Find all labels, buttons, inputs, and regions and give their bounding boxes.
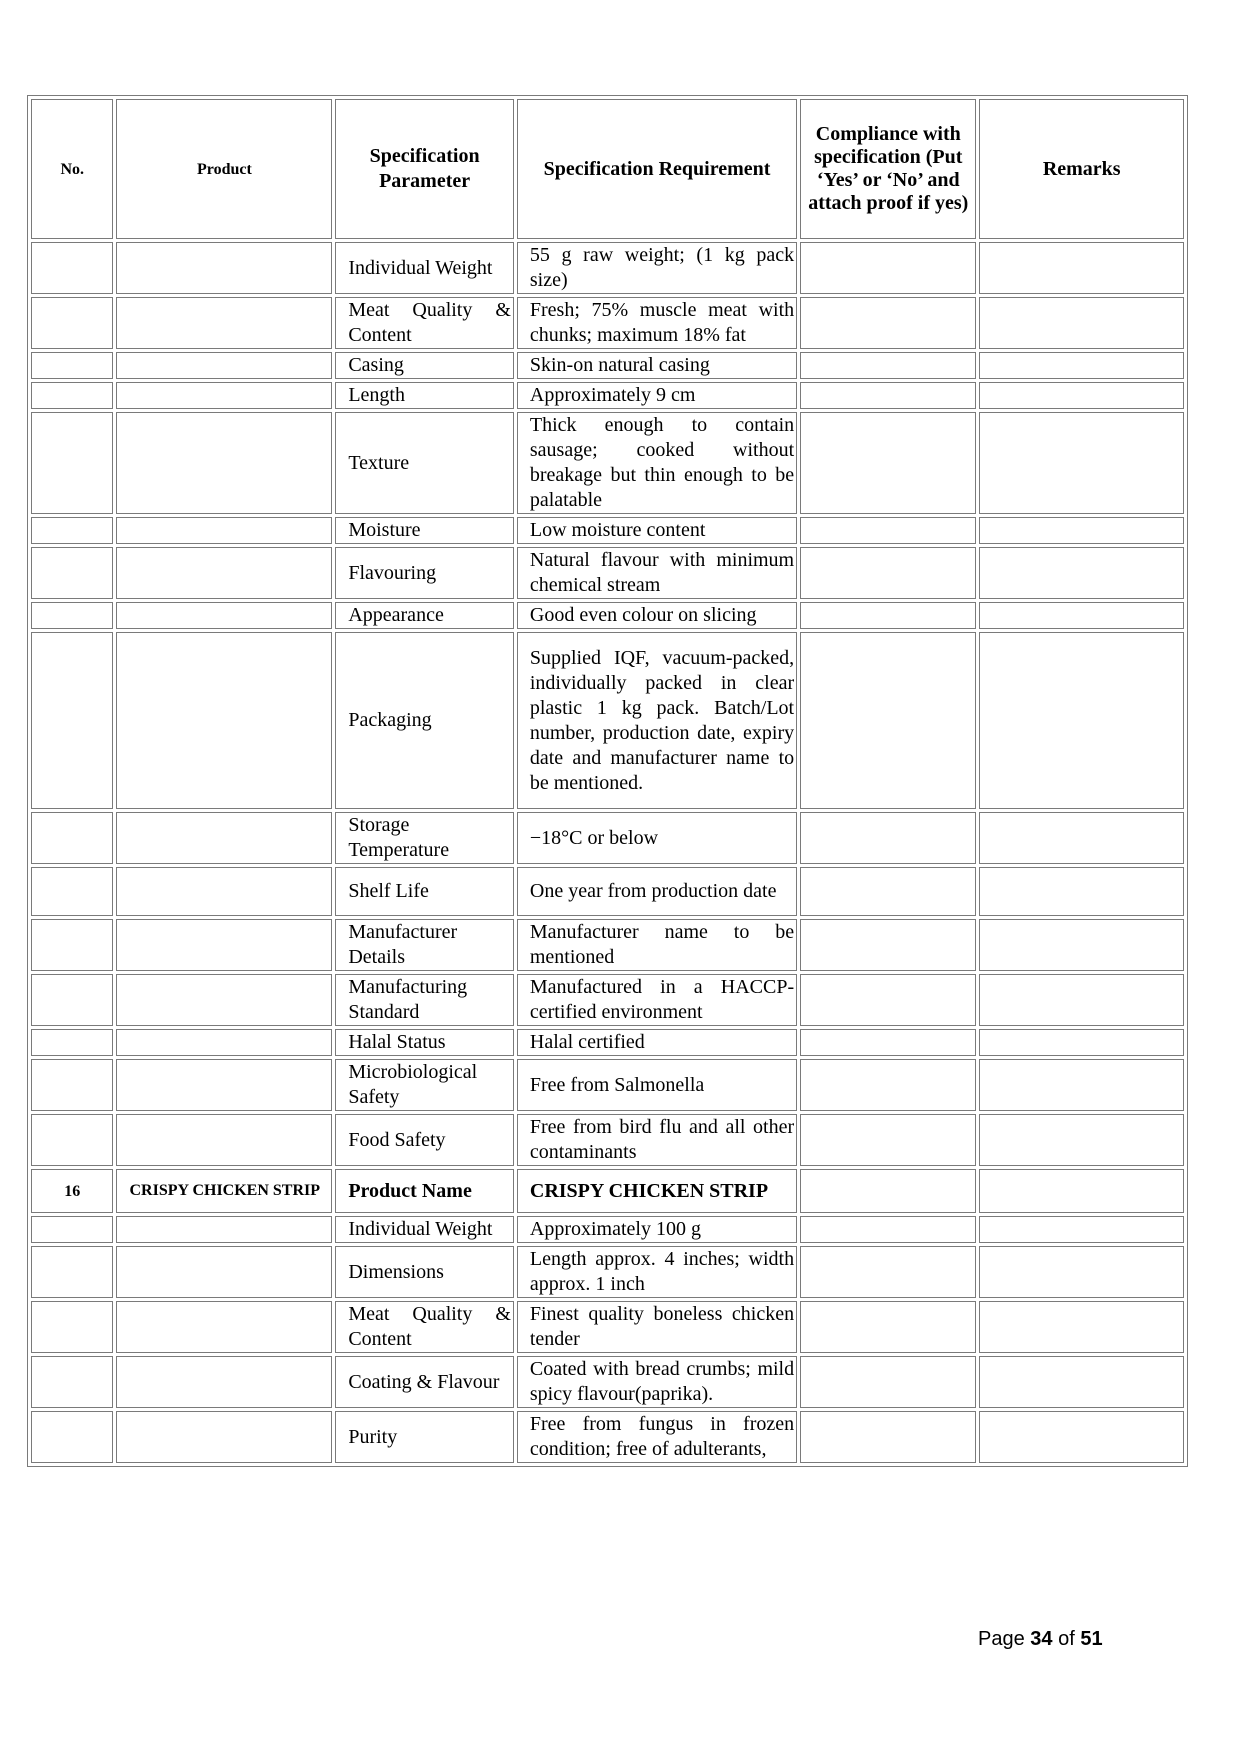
table-row xyxy=(31,919,1184,971)
row-requirement: Approximately 100 g xyxy=(517,1216,797,1243)
row-remarks xyxy=(979,919,1184,971)
row-requirement: Low moisture content xyxy=(517,517,797,544)
row-remarks xyxy=(979,547,1184,599)
row-number xyxy=(31,1301,113,1353)
row-requirement: −18°C or below xyxy=(517,812,797,864)
row-parameter: Dimensions xyxy=(335,1246,514,1298)
row-compliance xyxy=(800,1114,976,1166)
row-requirement: 55 g raw weight; (1 kg pack size) xyxy=(517,242,797,294)
row-number xyxy=(31,1356,113,1408)
row-parameter: Moisture xyxy=(335,517,514,544)
page-number: 34 xyxy=(1030,1628,1053,1650)
row-remarks xyxy=(979,1029,1184,1056)
page-footer xyxy=(978,1628,1103,1651)
row-number xyxy=(31,1114,113,1166)
row-product: CRISPY CHICKEN STRIP xyxy=(116,1169,332,1213)
row-requirement: Approximately 9 cm xyxy=(517,382,797,409)
table-row xyxy=(31,382,1184,409)
row-compliance xyxy=(800,919,976,971)
row-requirement: Fresh; 75% muscle meat with chunks; maximum 18% fat xyxy=(517,297,797,349)
row-remarks xyxy=(979,1411,1184,1463)
row-compliance xyxy=(800,1246,976,1298)
row-parameter: Purity xyxy=(335,1411,514,1463)
row-number xyxy=(31,1059,113,1111)
page-word: Page xyxy=(978,1628,1025,1650)
table-row-product-start xyxy=(31,1169,1184,1213)
row-number xyxy=(31,382,113,409)
row-number xyxy=(31,602,113,629)
row-product xyxy=(116,602,332,629)
row-parameter: Manufacturing Standard xyxy=(335,974,514,1026)
total-pages: 51 xyxy=(1080,1628,1103,1650)
row-requirement: Natural flavour with minimum chemical stream xyxy=(517,547,797,599)
row-compliance xyxy=(800,1169,976,1213)
row-remarks xyxy=(979,1246,1184,1298)
row-requirement: One year from production date xyxy=(517,867,797,916)
row-compliance xyxy=(800,1059,976,1111)
row-product xyxy=(116,1029,332,1056)
row-compliance xyxy=(800,812,976,864)
row-parameter: Product Name xyxy=(335,1169,514,1213)
row-number xyxy=(31,1216,113,1243)
row-requirement: Good even colour on slicing xyxy=(517,602,797,629)
table-row xyxy=(31,352,1184,379)
header-compliance: Compliance with specification (Put ‘Yes’ or ‘No’ and attach proof if yes) xyxy=(800,99,976,239)
row-number xyxy=(31,1246,113,1298)
header-product: Product xyxy=(116,99,332,239)
row-product xyxy=(116,974,332,1026)
row-compliance xyxy=(800,1356,976,1408)
row-remarks xyxy=(979,867,1184,916)
row-number xyxy=(31,632,113,809)
row-remarks xyxy=(979,517,1184,544)
row-product xyxy=(116,382,332,409)
row-number xyxy=(31,547,113,599)
row-compliance xyxy=(800,867,976,916)
header-remarks: Remarks xyxy=(979,99,1184,239)
row-parameter: Meat Quality & Content xyxy=(335,1301,514,1353)
row-compliance xyxy=(800,602,976,629)
table-row xyxy=(31,412,1184,514)
row-compliance xyxy=(800,1029,976,1056)
table-row xyxy=(31,1114,1184,1166)
row-compliance xyxy=(800,1216,976,1243)
row-product xyxy=(116,812,332,864)
row-remarks xyxy=(979,1114,1184,1166)
row-requirement: Manufactured in a HACCP-certified environment xyxy=(517,974,797,1026)
row-parameter: Individual Weight xyxy=(335,242,514,294)
row-requirement: CRISPY CHICKEN STRIP xyxy=(517,1169,797,1213)
header-no: No. xyxy=(31,99,113,239)
row-product xyxy=(116,1059,332,1111)
row-requirement: Supplied IQF, vacuum-packed, individually packed in clear plastic 1 kg pack. Batch/Lot number, production date, expiry date and manufacturer name to be mentioned. xyxy=(517,632,797,809)
table-row xyxy=(31,517,1184,544)
table-row xyxy=(31,1301,1184,1353)
row-requirement: Finest quality boneless chicken tender xyxy=(517,1301,797,1353)
table-row xyxy=(31,1059,1184,1111)
row-remarks xyxy=(979,974,1184,1026)
row-remarks xyxy=(979,412,1184,514)
row-requirement: Free from bird flu and all other contaminants xyxy=(517,1114,797,1166)
row-remarks xyxy=(979,602,1184,629)
row-remarks xyxy=(979,1059,1184,1111)
row-product xyxy=(116,242,332,294)
row-product xyxy=(116,352,332,379)
row-requirement: Free from fungus in frozen condition; free of adulterants, xyxy=(517,1411,797,1463)
row-requirement: Free from Salmonella xyxy=(517,1059,797,1111)
row-number: 16 xyxy=(31,1169,113,1213)
row-parameter: Flavouring xyxy=(335,547,514,599)
row-product xyxy=(116,547,332,599)
row-compliance xyxy=(800,382,976,409)
table-row xyxy=(31,1246,1184,1298)
row-remarks xyxy=(979,1356,1184,1408)
row-remarks xyxy=(979,1216,1184,1243)
row-requirement: Coated with bread crumbs; mild spicy flavour(paprika). xyxy=(517,1356,797,1408)
row-product xyxy=(116,1246,332,1298)
row-product xyxy=(116,919,332,971)
row-parameter: Appearance xyxy=(335,602,514,629)
table-row xyxy=(31,1411,1184,1463)
row-remarks xyxy=(979,812,1184,864)
table-row xyxy=(31,1356,1184,1408)
row-product xyxy=(116,1301,332,1353)
row-compliance xyxy=(800,974,976,1026)
row-parameter: Microbiological Safety xyxy=(335,1059,514,1111)
row-parameter: Meat Quality & Content xyxy=(335,297,514,349)
row-product xyxy=(116,1356,332,1408)
row-compliance xyxy=(800,412,976,514)
row-number xyxy=(31,919,113,971)
row-number xyxy=(31,1411,113,1463)
row-compliance xyxy=(800,1301,976,1353)
row-number xyxy=(31,812,113,864)
row-parameter: Individual Weight xyxy=(335,1216,514,1243)
row-parameter: Texture xyxy=(335,412,514,514)
row-remarks xyxy=(979,297,1184,349)
specification-table xyxy=(27,95,1188,1467)
header-requirement: Specification Requirement xyxy=(517,99,797,239)
row-number xyxy=(31,412,113,514)
row-product xyxy=(116,1216,332,1243)
row-requirement: Skin-on natural casing xyxy=(517,352,797,379)
table-row xyxy=(31,632,1184,809)
row-parameter: Food Safety xyxy=(335,1114,514,1166)
row-number xyxy=(31,297,113,349)
row-product xyxy=(116,1411,332,1463)
row-compliance xyxy=(800,547,976,599)
row-requirement: Manufacturer name to be mentioned xyxy=(517,919,797,971)
row-parameter: Storage Temperature xyxy=(335,812,514,864)
row-product xyxy=(116,297,332,349)
table-row xyxy=(31,547,1184,599)
row-remarks xyxy=(979,1301,1184,1353)
row-number xyxy=(31,974,113,1026)
row-number xyxy=(31,867,113,916)
row-parameter: Coating & Flavour xyxy=(335,1356,514,1408)
row-remarks xyxy=(979,632,1184,809)
row-parameter: Halal Status xyxy=(335,1029,514,1056)
row-parameter: Manufacturer Details xyxy=(335,919,514,971)
of-word: of xyxy=(1058,1628,1075,1650)
header-row xyxy=(31,99,1184,239)
row-number xyxy=(31,517,113,544)
row-number xyxy=(31,1029,113,1056)
row-parameter: Casing xyxy=(335,352,514,379)
row-number xyxy=(31,242,113,294)
table-row xyxy=(31,1029,1184,1056)
row-requirement: Halal certified xyxy=(517,1029,797,1056)
row-compliance xyxy=(800,1411,976,1463)
row-product xyxy=(116,867,332,916)
row-compliance xyxy=(800,352,976,379)
row-product xyxy=(116,1114,332,1166)
row-compliance xyxy=(800,632,976,809)
table-row xyxy=(31,1216,1184,1243)
row-product xyxy=(116,632,332,809)
row-parameter: Shelf Life xyxy=(335,867,514,916)
table-row xyxy=(31,867,1184,916)
row-remarks xyxy=(979,1169,1184,1213)
table-row xyxy=(31,297,1184,349)
row-remarks xyxy=(979,382,1184,409)
table-row xyxy=(31,812,1184,864)
row-parameter: Packaging xyxy=(335,632,514,809)
row-remarks xyxy=(979,242,1184,294)
table-row xyxy=(31,602,1184,629)
row-parameter: Length xyxy=(335,382,514,409)
row-product xyxy=(116,412,332,514)
table-row xyxy=(31,242,1184,294)
row-number xyxy=(31,352,113,379)
header-parameter: Specification Parameter xyxy=(335,99,514,239)
row-remarks xyxy=(979,352,1184,379)
row-compliance xyxy=(800,242,976,294)
row-product xyxy=(116,517,332,544)
row-compliance xyxy=(800,297,976,349)
table-row xyxy=(31,974,1184,1026)
row-compliance xyxy=(800,517,976,544)
row-requirement: Length approx. 4 inches; width approx. 1 inch xyxy=(517,1246,797,1298)
row-requirement: Thick enough to contain sausage; cooked without breakage but thin enough to be palatable xyxy=(517,412,797,514)
